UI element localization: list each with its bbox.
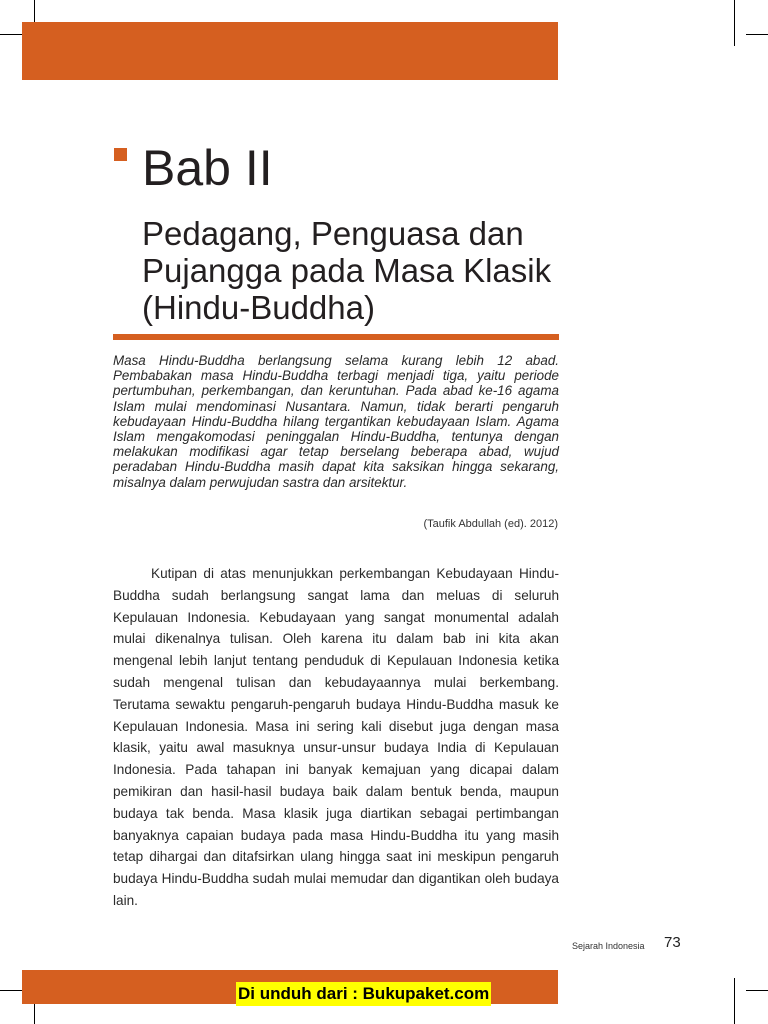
page-number: 73 xyxy=(664,934,681,951)
body-paragraph: Kutipan di atas menunjukkan perkembangan Kebudayaan Hindu-Buddha sudah berlangsung sangat lama dan meluas di seluruh Kepulauan Indonesia. Kebudayaan yang sangat monumental adalah mulai dikenalnya tulisan. Oleh karena itu dalam bab ini kita akan mengenal lebih lanjut tentang penduduk di Kepulauan Indonesia ketika sudah mengenal tulisan dan kebudayaannya mulai berkembang. Terutama sewaktu pengaruh-pengaruh budaya Hindu-Buddha masuk ke Kepulauan Indonesia. Masa ini sering kali disebut juga dengan masa klasik, yaitu awal masuknya unsur-unsur budaya India di Kepulauan Indonesia. Pada tahapan ini banyak kemajuan yang dicapai dalam pemikiran dan hasil-hasil budaya baik dalam bentuk benda, maupun budaya tak benda. Masa klasik juga diartikan sebagai pertimbangan banyaknya capaian budaya pada masa Hindu-Buddha itu yang masih tetap dihargai dan ditafsirkan ulang hingga saat ini meskipun pengaruh budaya Hindu-Buddha sudah mulai memudar dan digantikan oleh budaya lain. xyxy=(113,566,559,908)
quote-citation: (Taufik Abdullah (ed). 2012) xyxy=(423,518,558,530)
crop-mark-bottom-right-h xyxy=(746,990,768,991)
crop-mark-bottom-left-h xyxy=(0,990,22,991)
square-bullet-icon xyxy=(114,148,127,161)
crop-mark-top-left-h xyxy=(0,34,22,35)
chapter-subtitle: Pedagang, Penguasa dan Pujangga pada Masa Klasik (Hindu-Buddha) xyxy=(142,215,552,326)
download-source-link[interactable]: Di unduh dari : Bukupaket.com xyxy=(236,982,491,1006)
chapter-title: Bab II xyxy=(142,140,273,196)
running-footer-title: Sejarah Indonesia xyxy=(572,941,645,951)
crop-mark-bottom-right xyxy=(734,978,735,1024)
crop-mark-top-right xyxy=(734,0,735,46)
epigraph-quote: Masa Hindu-Buddha berlangsung selama kurang lebih 12 abad. Pembabakan masa Hindu-Buddha terbagi menjadi tiga, yaitu periode pertumbuhan, perkembangan, dan keruntuhan. Pada abad ke-16 agama Islam mulai mendominasi Nusantara. Namun, tidak berarti pengaruh kebudayaan Hindu-Buddha hilang tergantikan kebudayaan Islam. Agama Islam mengakomodasi peninggalan Hindu-Buddha, tentunya dengan melakukan modifikasi agar tetap berselang beberapa abad, wujud peradaban Hindu-Buddha masih dapat kita saksikan hingga sekarang, misalnya dalam perwujudan sastra dan arsitektur. xyxy=(113,353,559,490)
header-band xyxy=(22,22,558,80)
title-divider xyxy=(113,334,559,340)
crop-mark-top-right-h xyxy=(746,34,768,35)
